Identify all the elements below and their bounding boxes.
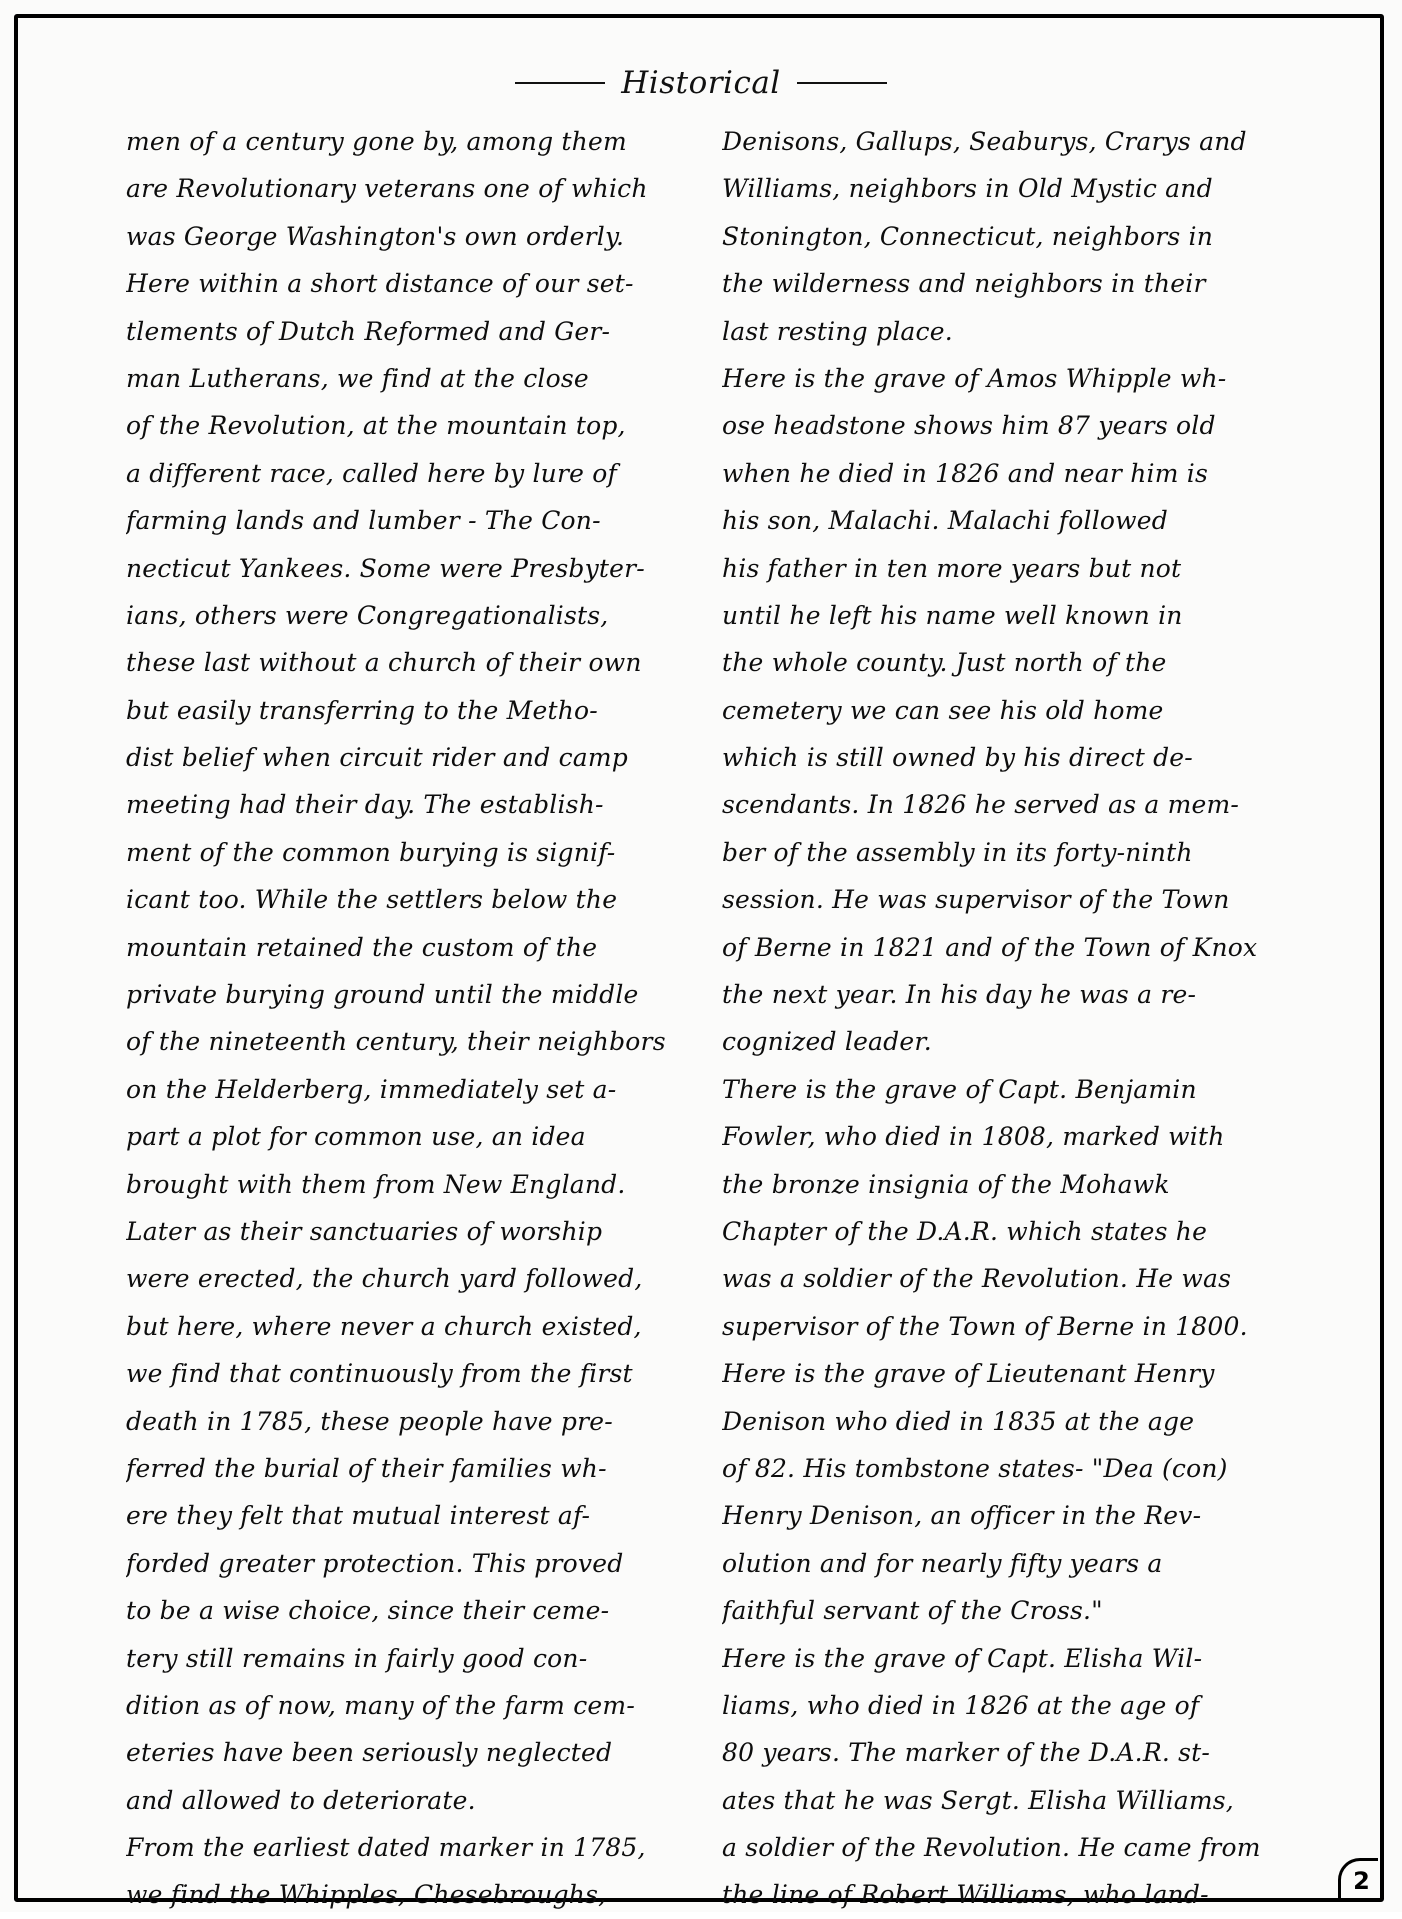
text-line: to be a wise choice, since their ceme-	[126, 1596, 610, 1626]
text-line: necticut Yankees. Some were Presbyter-	[126, 553, 645, 583]
text-line: but easily transferring to the Metho-	[126, 695, 598, 725]
text-line: Fowler, who died in 1808, marked with	[722, 1122, 1225, 1152]
text-line: icant too. While the settlers below the	[126, 885, 618, 915]
text-line: Denison who died in 1835 at the age	[722, 1406, 1195, 1436]
text-line: forded greater protection. This proved	[126, 1548, 624, 1578]
text-line: olution and for nearly fifty years a	[722, 1548, 1163, 1578]
text-line: ferred the burial of their families wh-	[126, 1453, 607, 1483]
text-line: cemetery we can see his old home	[722, 695, 1164, 725]
text-line: until he left his name well known in	[722, 600, 1183, 630]
text-line: death in 1785, these people have pre-	[126, 1406, 613, 1436]
text-line: was George Washington's own orderly.	[126, 221, 625, 251]
text-line: we find that continuously from the first	[126, 1359, 633, 1389]
text-line: but here, where never a church existed,	[126, 1311, 642, 1341]
text-line: his son, Malachi. Malachi followed	[722, 506, 1168, 536]
page-heading	[0, 58, 1402, 108]
text-line: scendants. In 1826 he served as a mem-	[722, 790, 1240, 820]
text-line: of the nineteenth century, their neighbors	[126, 1027, 666, 1057]
heading-title: Historical	[621, 65, 781, 101]
text-line: private burying ground until the middle	[126, 980, 639, 1010]
left-text-column	[126, 118, 692, 1919]
text-line: men of a century gone by, among them	[126, 127, 627, 156]
text-line: From the earliest dated marker in 1785,	[126, 1833, 646, 1863]
text-line: of Berne in 1821 and of the Town of Knox	[722, 932, 1258, 962]
text-line: farming lands and lumber - The Con-	[126, 506, 601, 536]
heading-rule-right	[797, 82, 887, 84]
text-line: we find the Whipples, Chesebroughs,	[126, 1880, 607, 1910]
text-line: meeting had their day. The establish-	[126, 790, 604, 820]
text-line: Here is the grave of Capt. Elisha Wil-	[722, 1643, 1203, 1673]
text-line: of 82. His tombstone states- "Dea (con)	[722, 1453, 1228, 1483]
text-line: Here is the grave of Amos Whipple wh-	[722, 363, 1227, 393]
text-line: was a soldier of the Revolution. He was	[722, 1264, 1232, 1294]
text-line: ians, others were Congregationalists,	[126, 600, 609, 630]
text-line: faithful servant of the Cross."	[722, 1596, 1103, 1626]
heading-rule-left	[515, 82, 605, 84]
text-line: Williams, neighbors in Old Mystic and	[722, 174, 1213, 204]
text-line: supervisor of the Town of Berne in 1800.	[722, 1311, 1248, 1341]
text-line: a soldier of the Revolution. He came from	[722, 1833, 1261, 1863]
text-line: last resting place.	[722, 316, 953, 346]
text-line: Henry Denison, an officer in the Rev-	[722, 1501, 1202, 1531]
text-line: when he died in 1826 and near him is	[722, 458, 1208, 488]
page-number: 2	[1338, 1858, 1378, 1898]
text-line: liams, who died in 1826 at the age of	[722, 1690, 1200, 1720]
text-line: which is still owned by his direct de-	[722, 743, 1193, 773]
text-line: tery still remains in fairly good con-	[126, 1643, 588, 1673]
text-line: the next year. In his day he was a re-	[722, 980, 1197, 1010]
text-line: man Lutherans, we find at the close	[126, 363, 589, 393]
text-line: Here within a short distance of our set-	[126, 269, 634, 299]
text-line: eteries have been seriously neglected	[126, 1738, 613, 1768]
text-line: these last without a church of their own	[126, 648, 642, 678]
right-text-column	[722, 118, 1302, 1919]
text-line: Chapter of the D.A.R. which states he	[722, 1216, 1208, 1246]
text-line: Stonington, Connecticut, neighbors in	[722, 221, 1214, 251]
text-line: session. He was supervisor of the Town	[722, 885, 1230, 915]
text-line: the bronze insignia of the Mohawk	[722, 1169, 1170, 1199]
text-line: ose headstone shows him 87 years old	[722, 411, 1216, 441]
text-line: Later as their sanctuaries of worship	[126, 1216, 603, 1246]
text-line: the line of Robert Williams, who land-	[722, 1880, 1209, 1910]
text-line: his father in ten more years but not	[722, 553, 1182, 583]
text-line: mountain retained the custom of the	[126, 932, 598, 962]
text-line: ates that he was Sergt. Elisha Williams,	[722, 1785, 1234, 1815]
text-line: a different race, called here by lure of	[126, 458, 617, 488]
text-line: ere they felt that mutual interest af-	[126, 1501, 591, 1531]
text-line: dist belief when circuit rider and camp	[126, 743, 629, 773]
text-line: part a plot for common use, an idea	[126, 1122, 586, 1152]
text-line: dition as of now, many of the farm cem-	[126, 1690, 635, 1720]
text-line: Here is the grave of Lieutenant Henry	[722, 1359, 1215, 1389]
text-line: 80 years. The marker of the D.A.R. st-	[722, 1738, 1211, 1768]
text-line: ment of the common burying is signif-	[126, 837, 616, 867]
text-line: tlements of Dutch Reformed and Ger-	[126, 316, 611, 346]
text-line: the whole county. Just north of the	[722, 648, 1167, 678]
text-line: Denisons, Gallups, Seaburys, Crarys and	[722, 127, 1247, 156]
text-line: the wilderness and neighbors in their	[722, 269, 1206, 299]
text-line: cognized leader.	[722, 1027, 932, 1057]
text-line: of the Revolution, at the mountain top,	[126, 411, 626, 441]
text-line: ber of the assembly in its forty-ninth	[722, 837, 1193, 867]
text-line: and allowed to deteriorate.	[126, 1785, 476, 1815]
text-line: were erected, the church yard followed,	[126, 1264, 643, 1294]
text-line: are Revolutionary veterans one of which	[126, 174, 648, 204]
text-line: on the Helderberg, immediately set a-	[126, 1074, 617, 1104]
text-line: There is the grave of Capt. Benjamin	[722, 1074, 1197, 1104]
text-line: brought with them from New England.	[126, 1169, 626, 1199]
